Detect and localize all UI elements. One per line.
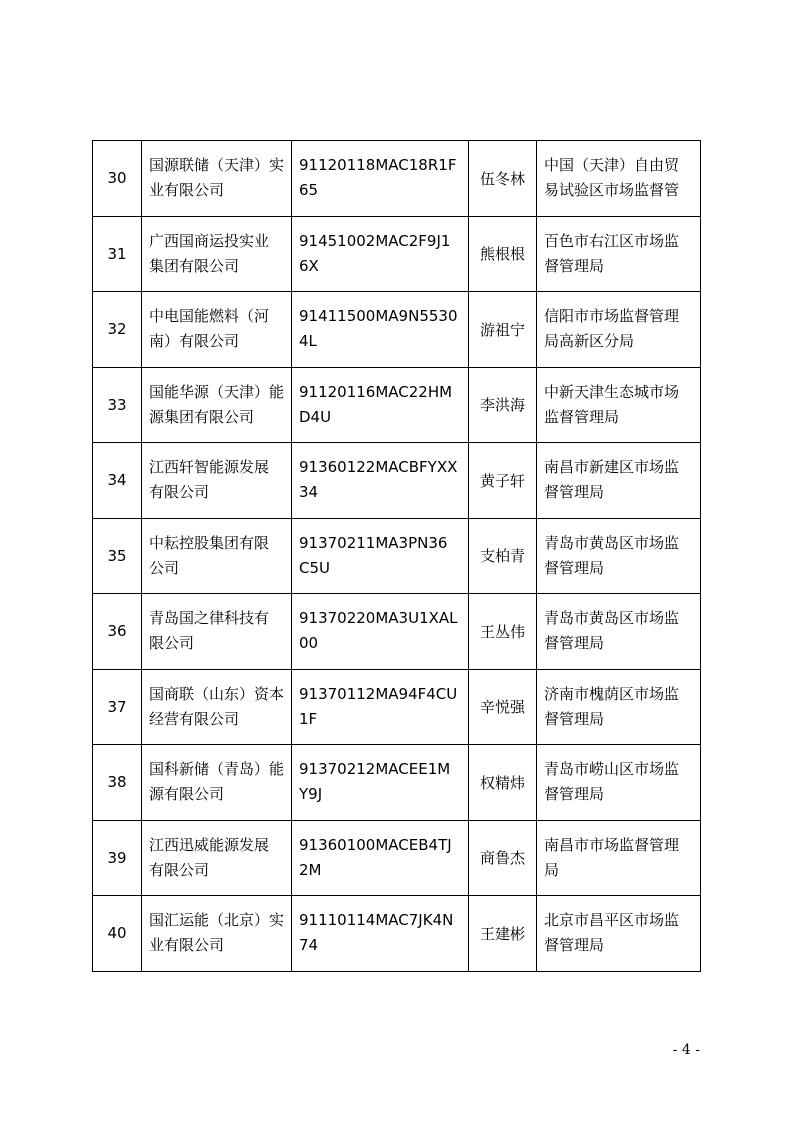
registration-authority [537,594,701,670]
company-name-line: 有限公司 [149,860,210,879]
table-row [93,594,701,670]
credit-code-line: 91411500MA9N5530 [299,307,458,326]
credit-code-line: 91370112MA94F4CU [299,684,458,703]
credit-code [292,896,469,972]
credit-code [292,443,469,519]
registration-authority-line: 中国（天津）自由贸 [544,156,680,175]
legal-representative: 王建彬 [469,896,537,972]
row-number: 34 [93,443,142,519]
credit-code [292,141,469,217]
credit-code [292,216,469,292]
company-name-line: 南）有限公司 [149,332,240,351]
registration-authority-line: 易试验区市场监督管 [544,181,680,200]
company-name-line: 中耘控股集团有限 [149,533,270,552]
credit-code-line: 91360122MACBFYXX [299,458,458,477]
company-name-line: 公司 [149,558,180,577]
registration-authority [537,367,701,443]
registration-authority [537,896,701,972]
legal-representative: 王丛伟 [469,594,537,670]
credit-code-line: 6X [299,256,319,275]
credit-code [292,518,469,594]
registration-authority [537,141,701,217]
company-name-line: 源有限公司 [149,785,225,804]
credit-code-line: 34 [299,483,319,502]
legal-representative: 伍冬林 [469,141,537,217]
credit-code-line: 91360100MACEB4TJ [299,835,452,854]
registration-authority-line: 局高新区分局 [544,332,635,351]
row-number: 36 [93,594,142,670]
credit-code-line: 74 [299,936,319,955]
row-number: 39 [93,820,142,896]
company-name-line: 业有限公司 [149,181,225,200]
company-name-line: 国源联储（天津）实 [149,156,285,175]
registration-authority-line: 青岛市黄岛区市场监 [544,533,680,552]
credit-code-line: Y9J [299,785,323,804]
credit-code-line: 91120118MAC18R1F [299,156,457,175]
company-name [142,669,292,745]
registration-authority-line: 督管理局 [544,256,605,275]
company-name-line: 江西迅威能源发展 [149,835,270,854]
company-name [142,820,292,896]
table-row [93,292,701,368]
table-row [93,669,701,745]
company-name-line: 有限公司 [149,483,210,502]
table-body [93,141,701,972]
table-row [93,367,701,443]
table-row [93,443,701,519]
legal-representative: 商鲁杰 [469,820,537,896]
row-number: 38 [93,745,142,821]
credit-code-line: C5U [299,558,330,577]
company-name-line: 中电国能燃料（河 [149,307,270,326]
row-number: 33 [93,367,142,443]
row-number: 30 [93,141,142,217]
company-name [142,443,292,519]
credit-code-line: 2M [299,860,322,879]
company-name [142,216,292,292]
registration-table [92,140,701,972]
table-row [93,518,701,594]
company-name-line: 江西轩智能源发展 [149,458,270,477]
company-name [142,367,292,443]
registration-authority [537,518,701,594]
credit-code-line: 4L [299,332,317,351]
company-name-line: 广西国商运投实业 [149,231,270,250]
credit-code-line: 91451002MAC2F9J1 [299,231,451,250]
credit-code-line: 91370220MA3U1XAL [299,609,458,628]
credit-code-line: 00 [299,634,319,653]
registration-authority-line: 局 [544,860,560,879]
table-row [93,820,701,896]
company-name-line: 业有限公司 [149,936,225,955]
row-number: 32 [93,292,142,368]
registration-authority-line: 督管理局 [544,936,605,955]
company-name-line: 国科新储（青岛）能 [149,760,285,779]
table-row [93,216,701,292]
row-number: 35 [93,518,142,594]
registration-authority-line: 督管理局 [544,634,605,653]
company-name [142,594,292,670]
company-name-line: 经营有限公司 [149,709,240,728]
registration-authority-line: 南昌市新建区市场监 [544,458,680,477]
company-name-line: 集团有限公司 [149,256,240,275]
credit-code-line: D4U [299,407,332,426]
registration-authority-line: 济南市槐荫区市场监 [544,684,680,703]
registration-authority-line: 监督管理局 [544,407,620,426]
credit-code [292,745,469,821]
registration-authority [537,292,701,368]
registration-authority-line: 中新天津生态城市场 [544,382,680,401]
registration-authority-line: 北京市昌平区市场监 [544,911,680,930]
credit-code-line: 65 [299,181,319,200]
registration-authority-line: 督管理局 [544,709,605,728]
company-name [142,292,292,368]
credit-code-line: 91370211MA3PN36 [299,533,448,552]
row-number: 31 [93,216,142,292]
legal-representative: 黄子轩 [469,443,537,519]
credit-code-line: 91110114MAC7JK4N [299,911,454,930]
credit-code [292,594,469,670]
credit-code-line: 1F [299,709,318,728]
registration-authority-line: 百色市右江区市场监 [544,231,680,250]
company-name [142,518,292,594]
registration-authority [537,216,701,292]
credit-code [292,820,469,896]
credit-code [292,292,469,368]
registration-authority [537,443,701,519]
table-row [93,745,701,821]
credit-code-line: 91370212MACEE1M [299,760,451,779]
company-name-line: 国能华源（天津）能 [149,382,285,401]
credit-code [292,669,469,745]
page-number: - 4 - [672,1042,700,1058]
registration-authority-line: 督管理局 [544,558,605,577]
legal-representative: 熊根根 [469,216,537,292]
table-row [93,141,701,217]
registration-authority-line: 信阳市市场监督管理 [544,307,680,326]
row-number: 37 [93,669,142,745]
legal-representative: 李洪海 [469,367,537,443]
company-name [142,141,292,217]
legal-representative: 权精炜 [469,745,537,821]
registration-authority-line: 督管理局 [544,785,605,804]
company-name [142,745,292,821]
legal-representative: 支柏青 [469,518,537,594]
registration-authority [537,669,701,745]
registration-authority-line: 青岛市黄岛区市场监 [544,609,680,628]
company-name [142,896,292,972]
registration-authority-line: 青岛市崂山区市场监 [544,760,680,779]
registration-authority [537,745,701,821]
company-name-line: 限公司 [149,634,195,653]
row-number: 40 [93,896,142,972]
registration-authority-line: 南昌市市场监督管理 [544,835,680,854]
credit-code-line: 91120116MAC22HM [299,382,453,401]
table-row [93,896,701,972]
registration-authority [537,820,701,896]
company-name-line: 国商联（山东）资本 [149,684,285,703]
company-name-line: 青岛国之律科技有 [149,609,270,628]
credit-code [292,367,469,443]
company-name-line: 源集团有限公司 [149,407,255,426]
legal-representative: 辛悦强 [469,669,537,745]
legal-representative: 游祖宁 [469,292,537,368]
company-name-line: 国汇运能（北京）实 [149,911,285,930]
registration-authority-line: 督管理局 [544,483,605,502]
